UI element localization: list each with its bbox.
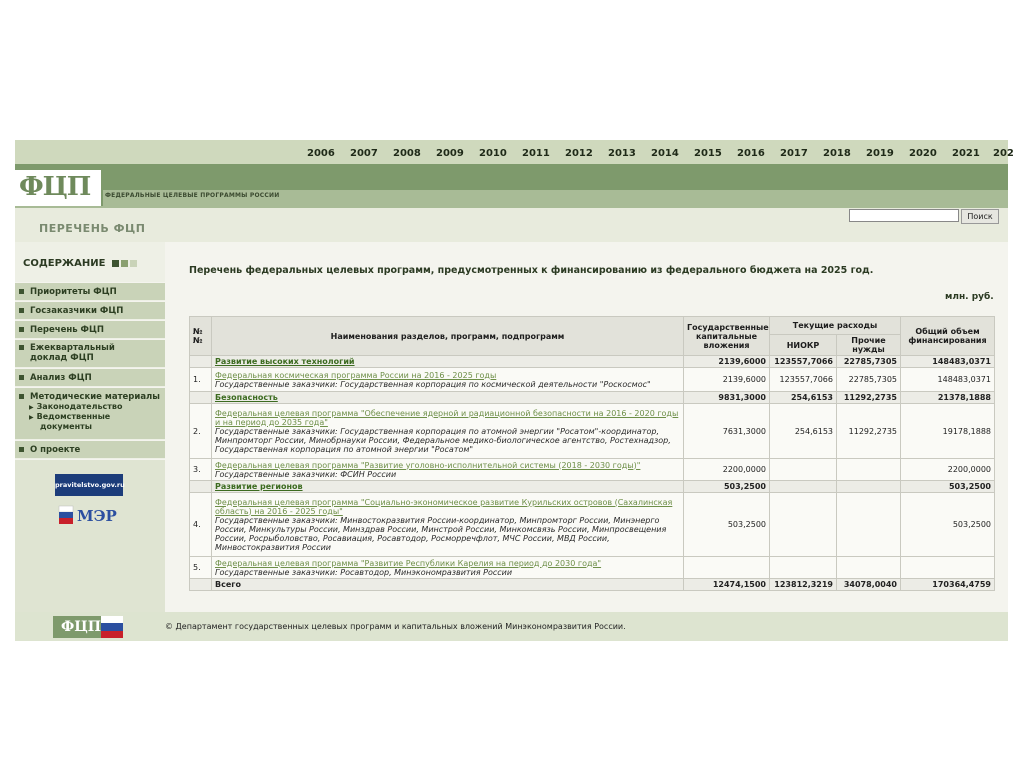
sidebar-item-label: О проекте <box>30 445 81 455</box>
page-footer <box>15 612 1008 641</box>
year-link[interactable]: 2011 <box>522 148 550 159</box>
cell-other <box>837 493 901 557</box>
cell-capital <box>684 557 770 579</box>
year-link[interactable]: 2016 <box>737 148 765 159</box>
russian-flag-icon <box>101 616 123 638</box>
table-row-section <box>190 392 995 404</box>
cell-program <box>212 368 684 392</box>
sidebar-item-label: Методические материалы <box>30 392 160 402</box>
cell-number: 2. <box>190 404 212 459</box>
cell-total: 170364,4759 <box>901 579 995 591</box>
cell-total: 2200,0000 <box>901 459 995 481</box>
cell-niokr: 123557,7066 <box>770 368 837 392</box>
cell-number: 5. <box>190 557 212 579</box>
page-screenshot <box>15 140 1014 641</box>
year-link[interactable]: 2012 <box>565 148 593 159</box>
cell-total: 503,2500 <box>901 481 995 493</box>
sidebar-item-label: Ежеквартальный <box>30 343 115 353</box>
year-navigation <box>15 140 1014 164</box>
section-link[interactable]: Безопасность <box>212 392 684 404</box>
logo-text: ФЦП <box>19 172 91 202</box>
cell-other: 11292,2735 <box>837 392 901 404</box>
cell-program <box>212 404 684 459</box>
cell-number: 1. <box>190 368 212 392</box>
year-link[interactable]: 2013 <box>608 148 636 159</box>
table-row-program <box>190 459 995 481</box>
ministry-logo-text: МЭР <box>77 507 117 525</box>
sidebar-heading: СОДЕРЖАНИЕ <box>23 258 106 269</box>
units-label: млн. руб. <box>945 292 994 302</box>
sidebar-subitem-legislation[interactable] <box>29 402 122 411</box>
cell-number <box>190 579 212 591</box>
cell-total: 148483,0371 <box>901 368 995 392</box>
header-other: Прочие нужды <box>837 335 901 356</box>
footer-copyright: © Департамент государственных целевых программ и капитальных вложений Минэкономразвития России. <box>165 622 626 631</box>
cell-niokr <box>770 557 837 579</box>
site-logo[interactable] <box>15 170 103 206</box>
cell-niokr <box>770 459 837 481</box>
square-icon <box>112 260 119 267</box>
year-link[interactable]: 2014 <box>651 148 679 159</box>
search-button[interactable]: Поиск <box>961 209 999 224</box>
cell-other <box>837 557 901 579</box>
bullet-icon <box>19 345 24 350</box>
table-row-total <box>190 579 995 591</box>
header-niokr: НИОКР <box>770 335 837 356</box>
year-link[interactable]: 2015 <box>694 148 722 159</box>
triangle-icon: ▶ <box>29 414 34 421</box>
header-capital: Государственные капитальные вложения <box>684 317 770 356</box>
cell-other: 11292,2735 <box>837 404 901 459</box>
cell-niokr: 123557,7066 <box>770 356 837 368</box>
sidebar-item-label: Анализ ФЦП <box>30 373 92 383</box>
cell-number: 4. <box>190 493 212 557</box>
cell-total: 21378,1888 <box>901 392 995 404</box>
sidebar-item-label: Перечень ФЦП <box>30 325 104 335</box>
sidebar-item-list[interactable] <box>15 320 165 338</box>
cell-number <box>190 356 212 368</box>
program-link[interactable]: Федеральная целевая программа "Развитие Республики Карелия на период до 2030 года" <box>215 558 602 568</box>
triangle-icon: ▶ <box>29 404 34 411</box>
table-row-program <box>190 493 995 557</box>
cell-total: 503,2500 <box>901 493 995 557</box>
sidebar-subitem-label: Ведомственные <box>36 412 111 421</box>
header-number: № № <box>190 317 212 356</box>
program-customers: Государственные заказчики: Минвостокразвития России-координатор, Минпромторг России, Минэнерго России, Минкультуры России, Минздрав России, Минстрой России, Минкомсвязь России, Минпросвещения России, Росрыболовство, Росавиация, Росавтодор, Росморречфлот, МЧС России, МВД России, Минвостокразвития России <box>215 515 667 552</box>
section-link[interactable]: Развитие высоких технологий <box>212 356 684 368</box>
bullet-icon <box>19 375 24 380</box>
bullet-icon <box>19 308 24 313</box>
sidebar-item-label: Госзаказчики ФЦП <box>30 306 124 316</box>
cell-total: 19178,1888 <box>901 404 995 459</box>
bullet-icon <box>19 289 24 294</box>
sidebar-item-analysis[interactable] <box>15 368 165 386</box>
sidebar-subitem-label: Законодательство <box>36 402 123 411</box>
header-name: Наименования разделов, программ, подпрограмм <box>212 317 684 356</box>
cell-other <box>837 459 901 481</box>
year-link[interactable]: 2018 <box>823 148 851 159</box>
cell-capital: 503,2500 <box>684 481 770 493</box>
cell-total: 148483,0371 <box>901 356 995 368</box>
square-icon <box>130 260 137 267</box>
cell-number <box>190 481 212 493</box>
cell-program <box>212 459 684 481</box>
program-link[interactable]: Федеральная целевая программа "Обеспечение ядерной и радиационной безопасности на 2016 - 2020 годы и на период до 2035 года" <box>215 408 679 427</box>
sidebar-item-label: доклад ФЦП <box>30 353 94 363</box>
cell-capital: 2139,6000 <box>684 368 770 392</box>
section-link[interactable]: Развитие регионов <box>212 481 684 493</box>
program-customers: Государственные заказчики: ФСИН России <box>215 469 397 479</box>
cell-niokr: 123812,3219 <box>770 579 837 591</box>
cell-capital: 12474,1500 <box>684 579 770 591</box>
sidebar-subitem-documents-cont[interactable]: документы <box>40 422 92 431</box>
program-customers: Государственные заказчики: Государственная корпорация по атомной энергии "Росатом"-координатор, Минпромторг России, Минобрнауки России, Федеральное медико-биологическое агентство, Ростехнадзор, Государственная корпорация по атомной энергии "Росатом" <box>215 426 671 454</box>
cell-total <box>901 557 995 579</box>
header-total: Общий объем финансирования <box>901 317 995 356</box>
cell-capital: 9831,3000 <box>684 392 770 404</box>
year-link[interactable]: 2008 <box>393 148 421 159</box>
cell-capital: 7631,3000 <box>684 404 770 459</box>
bullet-icon <box>19 447 24 452</box>
cell-capital: 503,2500 <box>684 493 770 557</box>
cell-other: 22785,7305 <box>837 368 901 392</box>
sidebar-item-label: Приоритеты ФЦП <box>30 287 117 297</box>
program-link[interactable]: Федеральная целевая программа "Развитие уголовно-исполнительной системы (2018 - 2030 годы)" <box>215 460 641 470</box>
year-link[interactable]: 202 <box>993 148 1014 159</box>
cell-other: 22785,7305 <box>837 356 901 368</box>
cell-other <box>837 481 901 493</box>
table-row-section <box>190 356 995 368</box>
section-title: ПЕРЕЧЕНЬ ФЦП <box>39 222 146 235</box>
programs-table <box>189 316 995 591</box>
cell-program <box>212 493 684 557</box>
sidebar-subitem-documents[interactable] <box>29 412 110 421</box>
program-link[interactable]: Федеральная космическая программа России на 2016 - 2025 годы <box>215 370 497 380</box>
cell-niokr: 254,6153 <box>770 404 837 459</box>
table-row-program <box>190 404 995 459</box>
site-header <box>15 164 1008 208</box>
table-row-program <box>190 557 995 579</box>
ministry-logo[interactable] <box>59 502 117 528</box>
cell-niokr <box>770 481 837 493</box>
year-link[interactable]: 2019 <box>866 148 894 159</box>
search-input[interactable] <box>849 209 959 222</box>
year-link[interactable]: 2009 <box>436 148 464 159</box>
year-link[interactable]: 2010 <box>479 148 507 159</box>
sidebar-item-quarterly-report[interactable] <box>15 339 165 367</box>
cell-capital: 2139,6000 <box>684 356 770 368</box>
square-icon <box>121 260 128 267</box>
page-heading: Перечень федеральных целевых программ, предусмотренных к финансированию из федерального бюджета на 2025 год. <box>189 265 874 276</box>
cell-niokr: 254,6153 <box>770 392 837 404</box>
table-row-section <box>190 481 995 493</box>
program-customers: Государственные заказчики: Росавтодор, Минэкономразвития России <box>215 567 513 577</box>
header-current-expenses: Текущие расходы <box>770 317 901 335</box>
sidebar <box>15 242 165 612</box>
year-link[interactable]: 2020 <box>909 148 937 159</box>
program-link[interactable]: Федеральная целевая программа "Социально-экономическое развитие Курильских островов (Сахалинская область) на 2016 - 2025 годы" <box>215 497 673 516</box>
cell-capital: 2200,0000 <box>684 459 770 481</box>
year-link[interactable]: 2021 <box>952 148 980 159</box>
bullet-icon <box>19 327 24 332</box>
year-link[interactable]: 2017 <box>780 148 808 159</box>
bullet-icon <box>19 394 24 399</box>
year-link[interactable]: 2007 <box>350 148 378 159</box>
sidebar-item-priorities[interactable] <box>15 282 165 300</box>
cell-number: 3. <box>190 459 212 481</box>
year-link[interactable]: 2006 <box>307 148 335 159</box>
sidebar-item-customers[interactable] <box>15 301 165 319</box>
cell-other: 34078,0040 <box>837 579 901 591</box>
program-customers: Государственные заказчики: Государственная корпорация по космической деятельности "Роскосмос" <box>215 379 651 389</box>
cell-niokr <box>770 493 837 557</box>
cell-program <box>212 557 684 579</box>
government-banner-link[interactable]: pravitelstvo.gov.ru <box>55 474 123 496</box>
cell-number <box>190 392 212 404</box>
table-row-program <box>190 368 995 392</box>
footer-logo[interactable]: ФЦП <box>53 616 121 638</box>
total-label: Всего <box>212 579 684 591</box>
sidebar-item-about[interactable] <box>15 440 165 458</box>
site-subtitle: ФЕДЕРАЛЬНЫЕ ЦЕЛЕВЫЕ ПРОГРАММЫ РОССИИ <box>105 192 280 199</box>
